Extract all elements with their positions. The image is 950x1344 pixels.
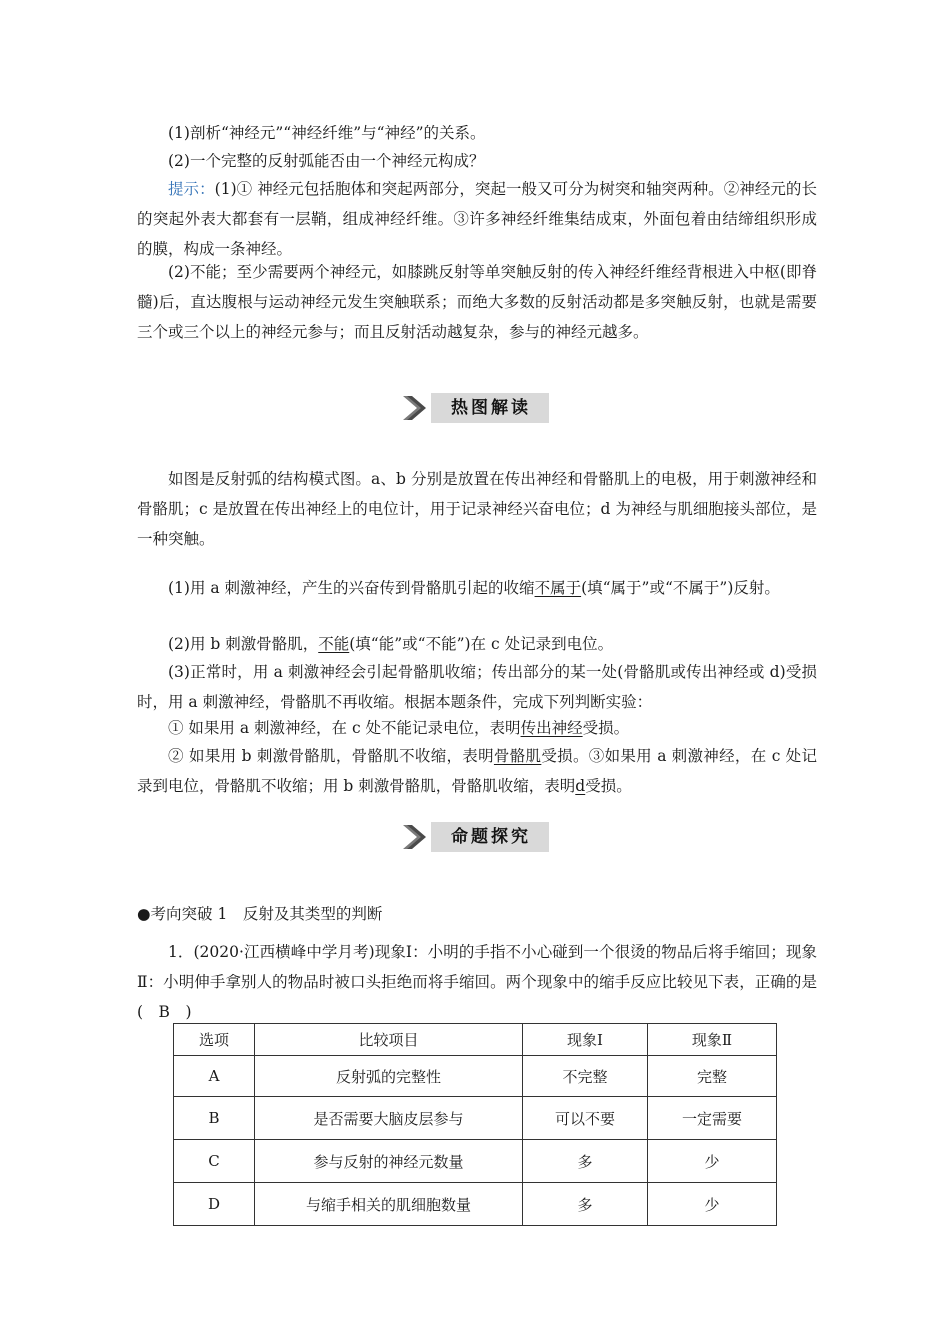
statement-3: (3)正常时，用 a 刺激神经会引起骨骼肌收缩；传出部分的某一处(骨骼肌或传出神经或 d)受损时，用 a 刺激神经，骨骼肌不再收缩。根据本题条件，完成下列判断实验：	[137, 663, 817, 711]
table-row	[174, 1140, 777, 1183]
hint-paragraph-2: (2)不能；至少需要两个神经元，如膝跳反射等单突触反射的传入神经纤维经背根进入中枢(即脊髓)后，直达腹根与运动神经元发生突触联系；而绝大多数的反射活动都是多突触反射，也就是需要三个或三个以上的神经元参与；而且反射活动越复杂，参与的神经元越多。	[137, 263, 817, 341]
hint-label: 提示：	[168, 180, 215, 198]
comparison-table	[173, 1023, 777, 1226]
section-banner-hot-figure	[401, 393, 549, 423]
table-cell: 反射弧的完整性	[255, 1056, 523, 1097]
table-row	[174, 1183, 777, 1226]
table-cell: 完整	[648, 1056, 777, 1097]
statement-1-tail: (填“属于”或“不属于”)反射。	[581, 579, 780, 597]
chevron-right-icon	[401, 822, 431, 852]
table-cell: 可以不要	[523, 1097, 648, 1140]
table-cell: 多	[523, 1140, 648, 1183]
table-header-cell: 现象Ⅰ	[523, 1024, 648, 1056]
statement-5	[137, 741, 817, 801]
statement-4-text: ① 如果用 a 刺激神经，在 c 处不能记录电位，表明	[168, 719, 521, 737]
answer-4: 传出神经	[520, 719, 583, 737]
table-cell: 参与反射的神经元数量	[255, 1140, 523, 1183]
table-cell: 少	[648, 1140, 777, 1183]
table-cell: 多	[523, 1183, 648, 1226]
banner-title: 命题探究	[451, 827, 531, 847]
table-header-cell: 选项	[174, 1024, 255, 1056]
table-row	[174, 1097, 777, 1140]
table-cell: C	[174, 1140, 255, 1183]
table-cell: B	[174, 1097, 255, 1140]
table-cell: 一定需要	[648, 1097, 777, 1140]
answer-5b: d	[575, 777, 586, 795]
table-row	[174, 1056, 777, 1097]
banner-title: 热图解读	[451, 398, 531, 418]
answer-5: 骨骼肌	[493, 747, 542, 765]
answer-1: 不属于	[534, 579, 582, 597]
statement-2-tail: (填“能”或“不能”)在 c 处记录到电位。	[349, 635, 614, 653]
table-header-cell: 比较项目	[255, 1024, 523, 1056]
statement-2	[137, 629, 817, 659]
statement-4	[137, 713, 817, 743]
table-cell: D	[174, 1183, 255, 1226]
chevron-right-icon	[401, 393, 431, 423]
statement-4-tail: 受损。	[582, 719, 630, 737]
bullet-icon: ●	[137, 905, 151, 923]
statement-2-text: (2)用 b 刺激骨骼肌，	[168, 635, 319, 653]
section-title: 考向突破 1 反射及其类型的判断	[150, 905, 383, 923]
statement-1	[137, 573, 817, 603]
statement-5-tail: 受损。	[585, 777, 632, 795]
hot-figure-description: 如图是反射弧的结构模式图。a、b 分别是放置在传出神经和骨骼肌上的电极，用于刺激神经和骨骼肌；c 是放置在传出神经上的电位计，用于记录神经兴奋电位；d 为神经与肌细胞接头部位，是一种突触。	[137, 470, 817, 548]
table-cell: 是否需要大脑皮层参与	[255, 1097, 523, 1140]
table-cell: 与缩手相关的肌细胞数量	[255, 1183, 523, 1226]
table-cell: 少	[648, 1183, 777, 1226]
section-banner-exploration	[401, 822, 549, 852]
question-text: 1．(2020·江西横峰中学月考)现象Ⅰ：小明的手指不小心碰到一个很烫的物品后将手缩回；现象Ⅱ：小明伸手拿别人的物品时被口头拒绝而将手缩回。两个现象中的缩手反应比较见下表，正确的是( B )	[137, 943, 817, 1021]
question-1: (1)剖析“神经元”“神经纤维”与“神经”的关系。	[168, 124, 486, 142]
table-header-cell: 现象Ⅱ	[648, 1024, 777, 1056]
question-2: (2)一个完整的反射弧能否由一个神经元构成？	[168, 152, 485, 170]
statement-5-text: ② 如果用 b 刺激骨骼肌，骨骼肌不收缩，表明	[168, 747, 494, 765]
table-header-row	[174, 1024, 777, 1056]
table-cell: 不完整	[523, 1056, 648, 1097]
table-cell: A	[174, 1056, 255, 1097]
section-heading	[137, 899, 817, 929]
hint-paragraph-1	[137, 174, 817, 264]
statement-5-middle: 受损。③如果用 a 刺激神经，在 c 处记录到电位，骨骼肌不收缩；用 b 刺激骨骼肌，骨骼肌收缩，表明	[137, 747, 817, 795]
hint-text-1: (1)① 神经元包括胞体和突起两部分，突起一般又可分为树突和轴突两种。②神经元的长的突起外表大都套有一层鞘，组成神经纤维。③许多神经纤维集结成束，外面包着由结缔组织形成的膜，构成一条神经。	[137, 180, 817, 258]
statement-1-text: (1)用 a 刺激神经，产生的兴奋传到骨骼肌引起的收缩	[168, 579, 535, 597]
answer-2: 不能	[318, 635, 350, 653]
